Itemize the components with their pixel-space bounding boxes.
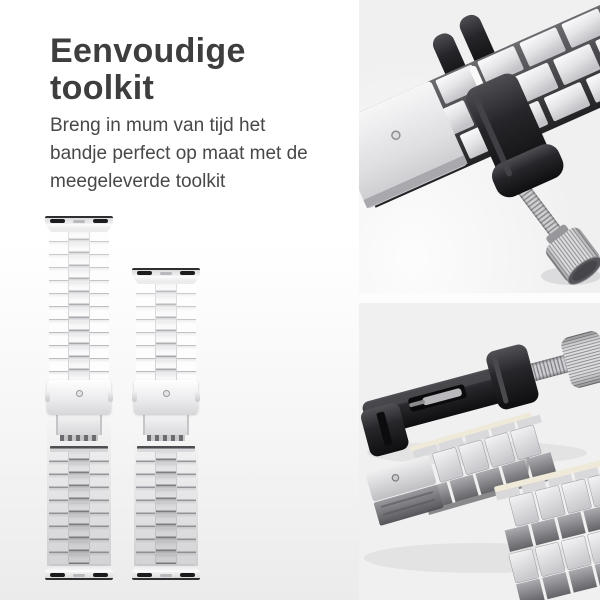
adapter-wedge	[45, 224, 113, 232]
toolkit-parts-photo	[359, 303, 600, 600]
clasp-button-left	[132, 391, 137, 402]
adapter-wedge	[45, 564, 113, 572]
photo-panel-toolkit-parts	[359, 303, 600, 600]
link-column-center	[155, 452, 177, 564]
link-column-left	[49, 452, 68, 564]
link-column-left	[136, 284, 155, 380]
band-links-upper	[136, 284, 196, 380]
clasp-hole	[76, 390, 83, 397]
page-title: Eenvoudige toolkit	[50, 32, 246, 107]
band-links-lower	[136, 452, 196, 564]
adapter-mid-slot	[160, 574, 172, 577]
adapter-wedge	[132, 276, 200, 284]
band-clasp	[45, 380, 113, 452]
clasp-button-right	[108, 391, 113, 402]
adapter-mid-slot	[73, 574, 85, 577]
clasp-lower-plate	[143, 415, 189, 435]
band-adapter-top	[45, 216, 113, 232]
band-clasp	[132, 380, 200, 452]
clasp-button-right	[195, 391, 200, 402]
link-column-right	[90, 232, 109, 380]
adapter-slot	[137, 573, 152, 577]
clasp-button-left	[45, 391, 50, 402]
band-links-lower	[49, 452, 109, 564]
adapter-bar	[132, 268, 200, 276]
link-column-center	[155, 284, 177, 380]
adapter-slot	[180, 573, 195, 577]
clasp-plate	[47, 380, 111, 414]
band-adapter-bottom	[45, 564, 113, 580]
adapter-slot	[137, 271, 152, 275]
band-adapter-bottom	[132, 564, 200, 580]
clasp-lower-plate	[56, 415, 102, 435]
adapter-slot	[93, 219, 108, 223]
adapter-slot	[93, 573, 108, 577]
adapter-bar	[45, 572, 113, 580]
link-column-left	[49, 232, 68, 380]
adapter-slot	[50, 573, 65, 577]
clasp-plate	[134, 380, 198, 414]
clasp-hole	[163, 390, 170, 397]
link-column-left	[136, 452, 155, 564]
adapter-mid-slot	[73, 220, 85, 223]
link-column-center	[68, 452, 90, 564]
adapter-slot	[180, 271, 195, 275]
photo-panel-tool-on-band	[359, 0, 600, 293]
link-column-right	[177, 452, 196, 564]
link-column-right	[90, 452, 109, 564]
adapter-slot	[50, 219, 65, 223]
adapter-bar	[132, 572, 200, 580]
adapter-mid-slot	[160, 272, 172, 275]
band-links-upper	[49, 232, 109, 380]
watch-band-short	[132, 268, 200, 580]
adapter-bar	[45, 216, 113, 224]
link-column-center	[68, 232, 90, 380]
clasp-fold-edge	[137, 446, 195, 452]
link-column-right	[177, 284, 196, 380]
clasp-teeth	[147, 435, 185, 441]
intro-text: Breng in mum van tijd het bandje perfect op maat met de meegeleverde toolkit	[50, 115, 308, 192]
clasp-fold-edge	[50, 446, 108, 452]
tool-clamped-on-band-photo	[359, 0, 600, 293]
adapter-wedge	[132, 564, 200, 572]
watch-band-long	[45, 216, 113, 580]
clasp-teeth	[60, 435, 98, 441]
band-adapter-top	[132, 268, 200, 284]
